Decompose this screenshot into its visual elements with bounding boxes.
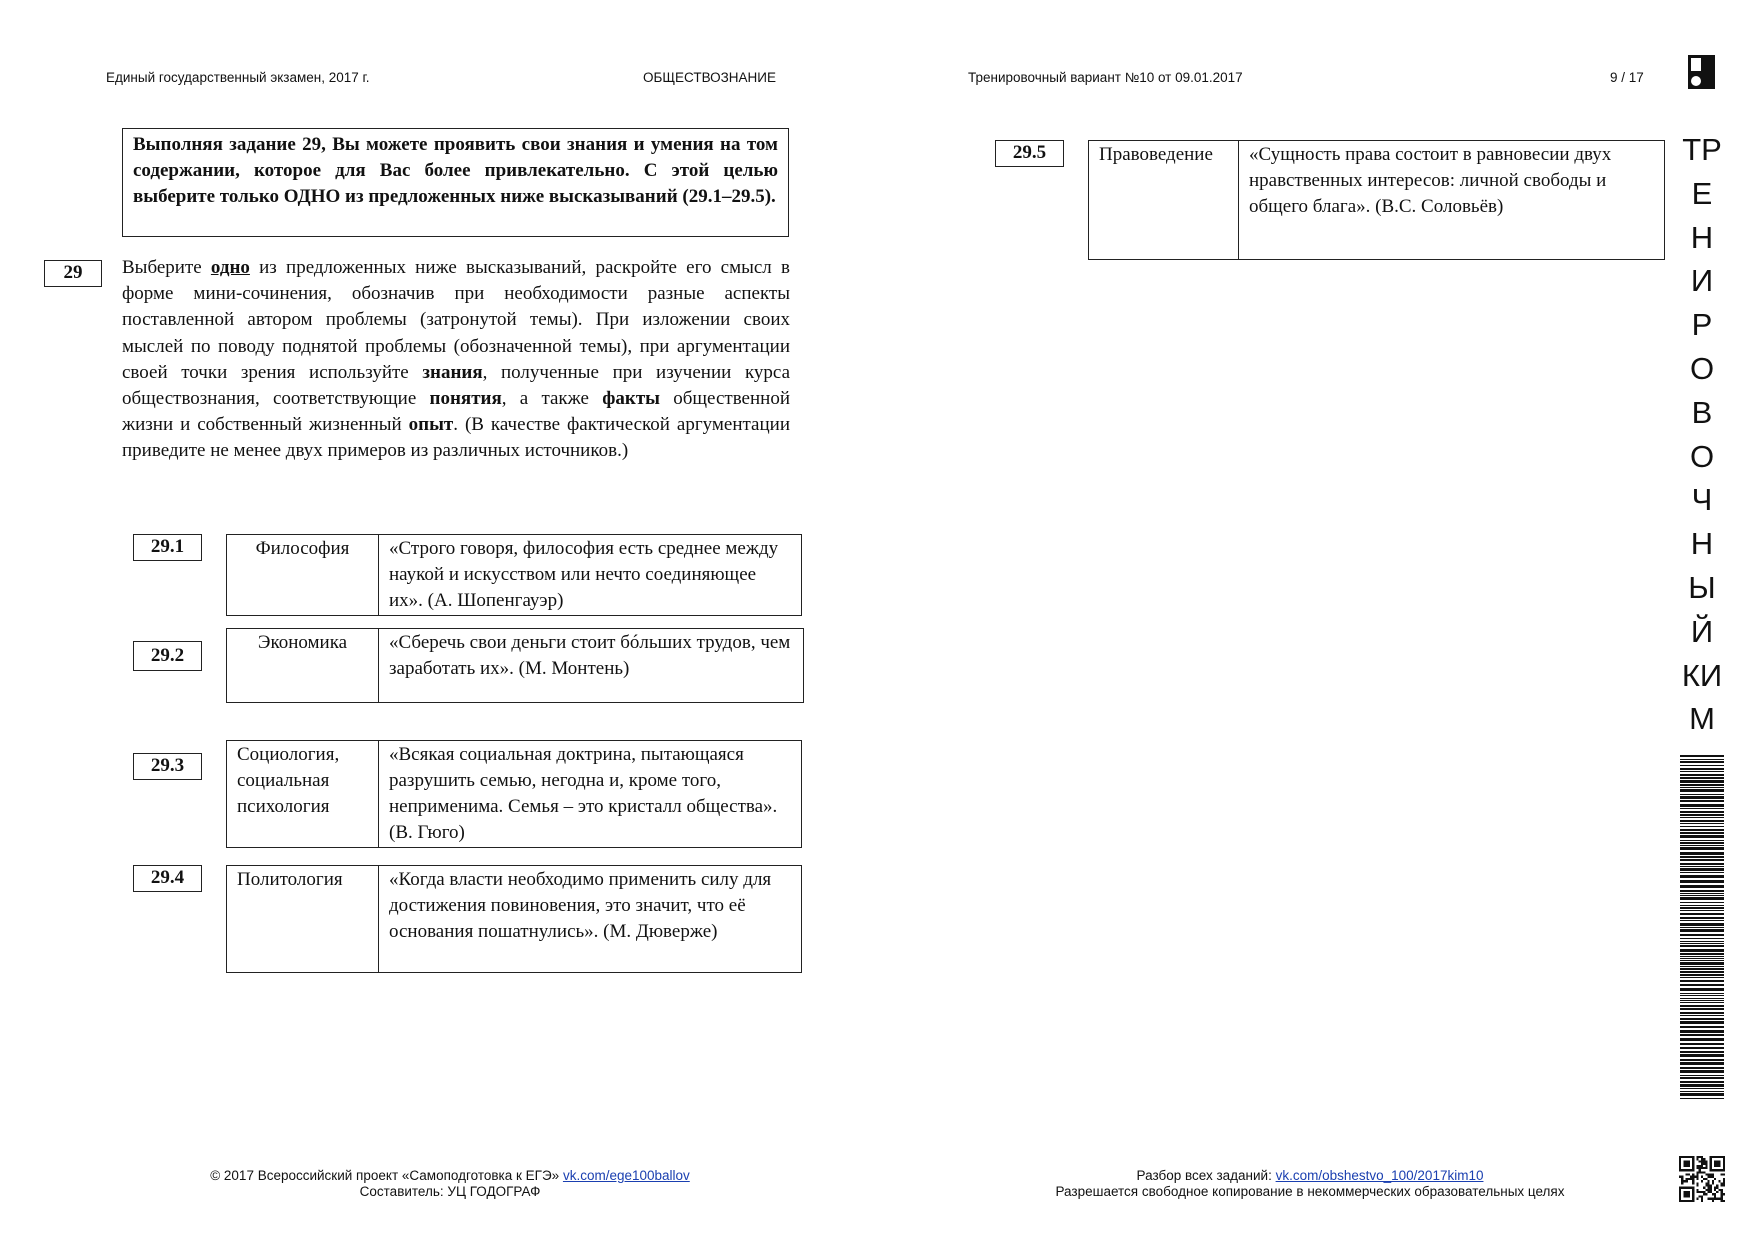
option-29-2-number: 29.2 <box>133 641 202 671</box>
option-29-4-number: 29.4 <box>133 865 202 892</box>
header-page-number: 9 / 17 <box>1610 70 1644 85</box>
option-29-5-table <box>1088 140 1665 260</box>
header-subject: ОБЩЕСТВОЗНАНИЕ <box>643 70 776 85</box>
side-label-vertical: ТР Е Н И Р О В О Ч Н Ы Й КИ М <box>1681 132 1723 737</box>
header-variant: Тренировочный вариант №10 от 09.01.2017 <box>968 70 1243 85</box>
option-29-3-quote: «Всякая социальная доктрина, пытающаяся разрушить семью, негодна и, кроме того, неприменима. Семья – это кристалл общества». (В. Гюго) <box>379 741 802 848</box>
option-29-3-table <box>226 740 802 848</box>
footer-right-link[interactable]: vk.com/obshestvo_100/2017kim10 <box>1275 1168 1484 1183</box>
option-29-2-table <box>226 628 804 703</box>
qr-code-icon <box>1679 1156 1725 1202</box>
option-29-1-number: 29.1 <box>133 534 202 561</box>
option-29-5-quote: «Сущность права состоит в равновесии двух нравственных интересов: личной свободы и общего блага». (В.С. Соловьёв) <box>1239 141 1665 260</box>
option-29-2-quote: «Сберечь свои деньги стоит бóльших трудов, чем заработать их». (М. Монтень) <box>379 629 804 703</box>
task-text: Выберите одно из предложенных ниже высказываний, раскройте его смысл в форме мини-сочинения, обозначив при необходимости разные аспекты поставленной автором проблемы (затронутой темы). При изложении своих мыслей по поводу поднятой проблемы (обозначенной темы), при аргументации своей точки зрения используйте знания, полученные при изучении курса обществознания, соответствующие понятия, а также факты общественной жизни и собственный жизненный опыт. (В качестве фактической аргументации приведите не менее двух примеров из различных источников.) <box>122 257 790 462</box>
task-number: 29 <box>44 260 102 287</box>
option-29-5-number: 29.5 <box>995 140 1064 167</box>
header-exam: Единый государственный экзамен, 2017 г. <box>106 70 370 85</box>
option-29-4-subject: Политология <box>227 866 379 973</box>
footer-left: © 2017 Всероссийский проект «Самоподготовка к ЕГЭ» vk.com/ege100ballov Составитель: УЦ ГОДОГРАФ <box>210 1168 690 1199</box>
intro-instruction: Выполняя задание 29, Вы можете проявить свои знания и умения на том содержании, которое для Вас более привлекательно. С этой целью выберите только ОДНО из предложенных ниже высказываний (29.1–29.5). <box>122 128 789 237</box>
option-29-1-quote: «Строго говоря, философия есть среднее между наукой и искусством или нечто соединяющее их». (А. Шопенгауэр) <box>379 535 802 616</box>
footer-right: Разбор всех заданий: vk.com/obshestvo_100/2017kim10 Разрешается свободное копирование в некоммерческих образовательных целях <box>1055 1168 1565 1199</box>
option-29-2-subject: Экономика <box>227 629 379 703</box>
option-29-1-table <box>226 534 802 616</box>
option-29-5-subject: Правоведение <box>1089 141 1239 260</box>
option-29-4-quote: «Когда власти необходимо применить силу для достижения повиновения, это значит, что её основания пошатнулись». (М. Дюверже) <box>379 866 802 973</box>
option-29-4-table <box>226 865 802 973</box>
footer-left-link[interactable]: vk.com/ege100ballov <box>562 1168 690 1183</box>
option-29-3-subject: Социология, социальная психология <box>227 741 379 848</box>
barcode-icon <box>1680 755 1724 1100</box>
logo-icon <box>1688 55 1715 89</box>
option-29-1-subject: Философия <box>227 535 379 616</box>
option-29-3-number: 29.3 <box>133 753 202 780</box>
